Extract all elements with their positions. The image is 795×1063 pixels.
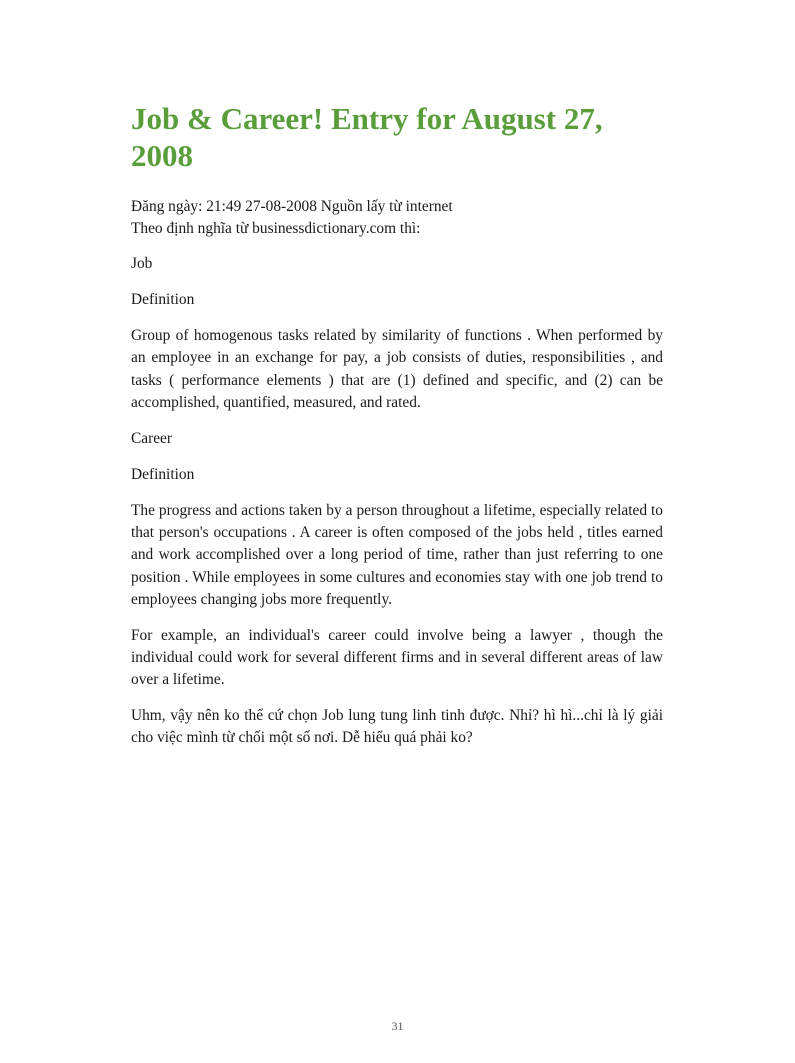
job-definition-text: Group of homogenous tasks related by similarity of functions . When performed by an employee in an exchange for pay, a job consists of duties, responsibilities , and tasks ( performance elements ) that are (1) defined and specific, and (2) can be accomplished, quantified, measured, and rated. <box>131 327 663 412</box>
career-heading: Career <box>131 429 173 447</box>
job-definition-label: Definition <box>131 291 195 308</box>
posted-date-line: Đăng ngày: 21:49 27-08-2008 Nguồn lấy từ internet <box>131 198 453 215</box>
closing-remark: Uhm, vậy nên ko thể cứ chọn Job lung tung linh tinh được. Nhỉ? hì hì...chỉ là lý giải cho việc mình từ chối một số nơi. Dễ hiểu quá phải ko? <box>131 706 663 747</box>
career-definition-label: Definition <box>131 465 195 483</box>
entry-meta <box>131 196 663 240</box>
career-example-text: For example, an individual's career could involve being a lawyer , though the individual could work for several different firms and in several different areas of law over a lifetime. <box>131 626 663 689</box>
career-definition-text: The progress and actions taken by a person throughout a lifetime, especially related to that person's occupations . A career is often composed of the jobs held , titles earned and work accomplished over a long period of time, rather than just referring to one position . While employees in some cultures and economies stay with one job trend to employees changing jobs more frequently. <box>131 501 663 609</box>
source-line: Theo định nghĩa từ businessdictionary.com thì: <box>131 220 421 237</box>
document-page <box>131 100 663 750</box>
page-number: 31 <box>391 1019 404 1033</box>
job-heading: Job <box>131 255 153 272</box>
entry-title: Job & Career! Entry for August 27, 2008 <box>131 101 603 173</box>
